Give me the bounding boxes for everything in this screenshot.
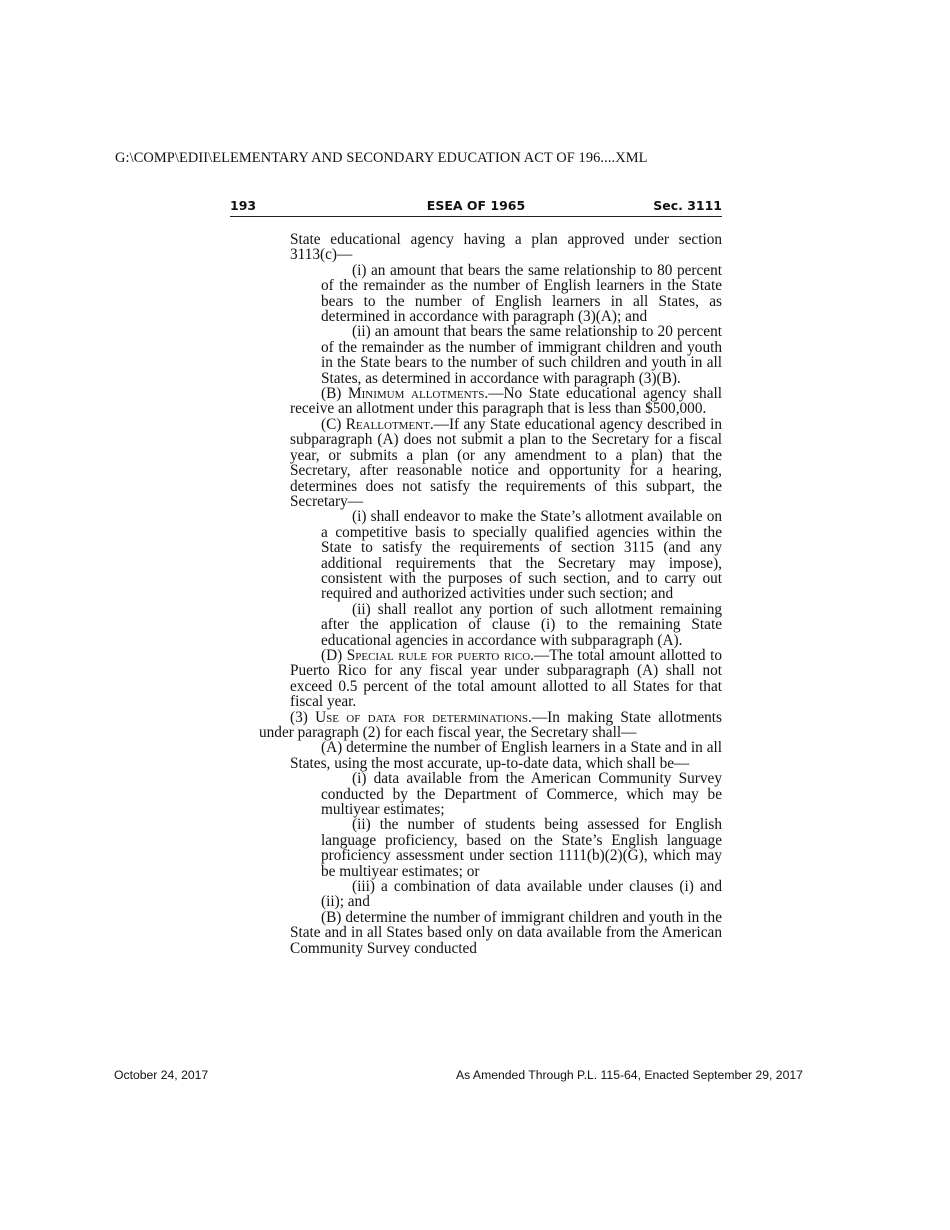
footer-amendment-note: As Amended Through P.L. 115-64, Enacted September 29, 2017 xyxy=(456,1068,803,1082)
footer-date: October 24, 2017 xyxy=(114,1068,209,1082)
clause-ii: (ii) an amount that bears the same relationship to 20 percent of the remainder as the number of immigrant children and youth in the State bears to the number of such children and youth in all States, as determined in accordance with paragraph (3)(B). xyxy=(321,323,722,387)
subparagraph-text: —No State educational agency shall receive an allotment under this paragraph that is less than $500,000. xyxy=(290,385,722,418)
section-number: Sec. 3111 xyxy=(653,198,722,213)
clause-i: (i) an amount that bears the same relationship to 80 percent of the remainder as the number of English learners in the State bears to the number of English learners in all States, as determined in accordance with paragraph (3)(A); and xyxy=(321,261,722,326)
paragraph-3 xyxy=(259,710,722,741)
subparagraph-text: —The total amount allotted to Puerto Rico for any fiscal year under subparagraph (A) shall not exceed 0.5 percent of the total amount allotted to all States for that fiscal year. xyxy=(290,646,722,711)
statute-text xyxy=(0,232,950,956)
clause-ii: (ii) the number of students being assessed for English language proficiency, based on the State’s English language proficiency assessment under section 1111(b)(2)(G), which may be multiyear estimates; or xyxy=(321,816,722,880)
subparagraph-b: (B) determine the number of immigrant children and youth in the State and in all States based only on data available from the American Community Survey conducted xyxy=(290,908,722,957)
subparagraph-heading: (D) Special rule for puerto rico. xyxy=(321,646,534,664)
clause-ii: (ii) shall reallot any portion of such allotment remaining after the application of clause (i) to the remaining State educational agencies in accordance with subparagraph (A). xyxy=(321,600,722,649)
subparagraph-text: —If any State educational agency described in subparagraph (A) does not submit a plan to the Secretary for a fiscal year, or submits a plan (or any amendment to a plan) that the Secretary, after reasonable notice and opportunity for a hearing, determines does not satisfy the requirements of this subpart, the Secretary— xyxy=(290,415,722,510)
page-number: 193 xyxy=(230,198,257,213)
running-title: ESEA OF 1965 xyxy=(426,198,526,213)
clause-i: (i) data available from the American Community Survey conducted by the Department of Commerce, which may be multiyear estimates; xyxy=(321,770,722,819)
file-path: G:\COMP\EDII\ELEMENTARY AND SECONDARY EDUCATION ACT OF 196....XML xyxy=(115,150,648,166)
subparagraph-heading: (B) Minimum allotments. xyxy=(321,385,489,403)
clause-iii: (iii) a combination of data available under clauses (i) and (ii); and xyxy=(321,878,722,911)
paragraph: State educational agency having a plan approved under section 3113(c)— xyxy=(290,231,722,264)
subparagraph-c xyxy=(290,417,722,509)
clause-i: (i) shall endeavor to make the State’s allotment available on a competitive basis to specially qualified agencies within the State to satisfy the requirements of section 3115 (and any additional requirements that the Secretary may impose), consistent with the purposes of such section, and to carry out required and authorized activities under such section; and xyxy=(321,508,722,603)
subparagraph-b xyxy=(290,386,722,417)
paragraph-text: —In making State allotments under paragraph (2) for each fiscal year, the Secretary shall— xyxy=(259,708,722,741)
paragraph-heading: (3) Use of data for determinations. xyxy=(290,708,532,726)
subparagraph-heading: (C) Reallotment. xyxy=(321,415,434,433)
running-header xyxy=(230,198,722,217)
subparagraph-a: (A) determine the number of English learners in a State and in all States, using the most accurate, up-to-date data, which shall be— xyxy=(290,739,722,772)
subparagraph-d xyxy=(290,648,722,710)
